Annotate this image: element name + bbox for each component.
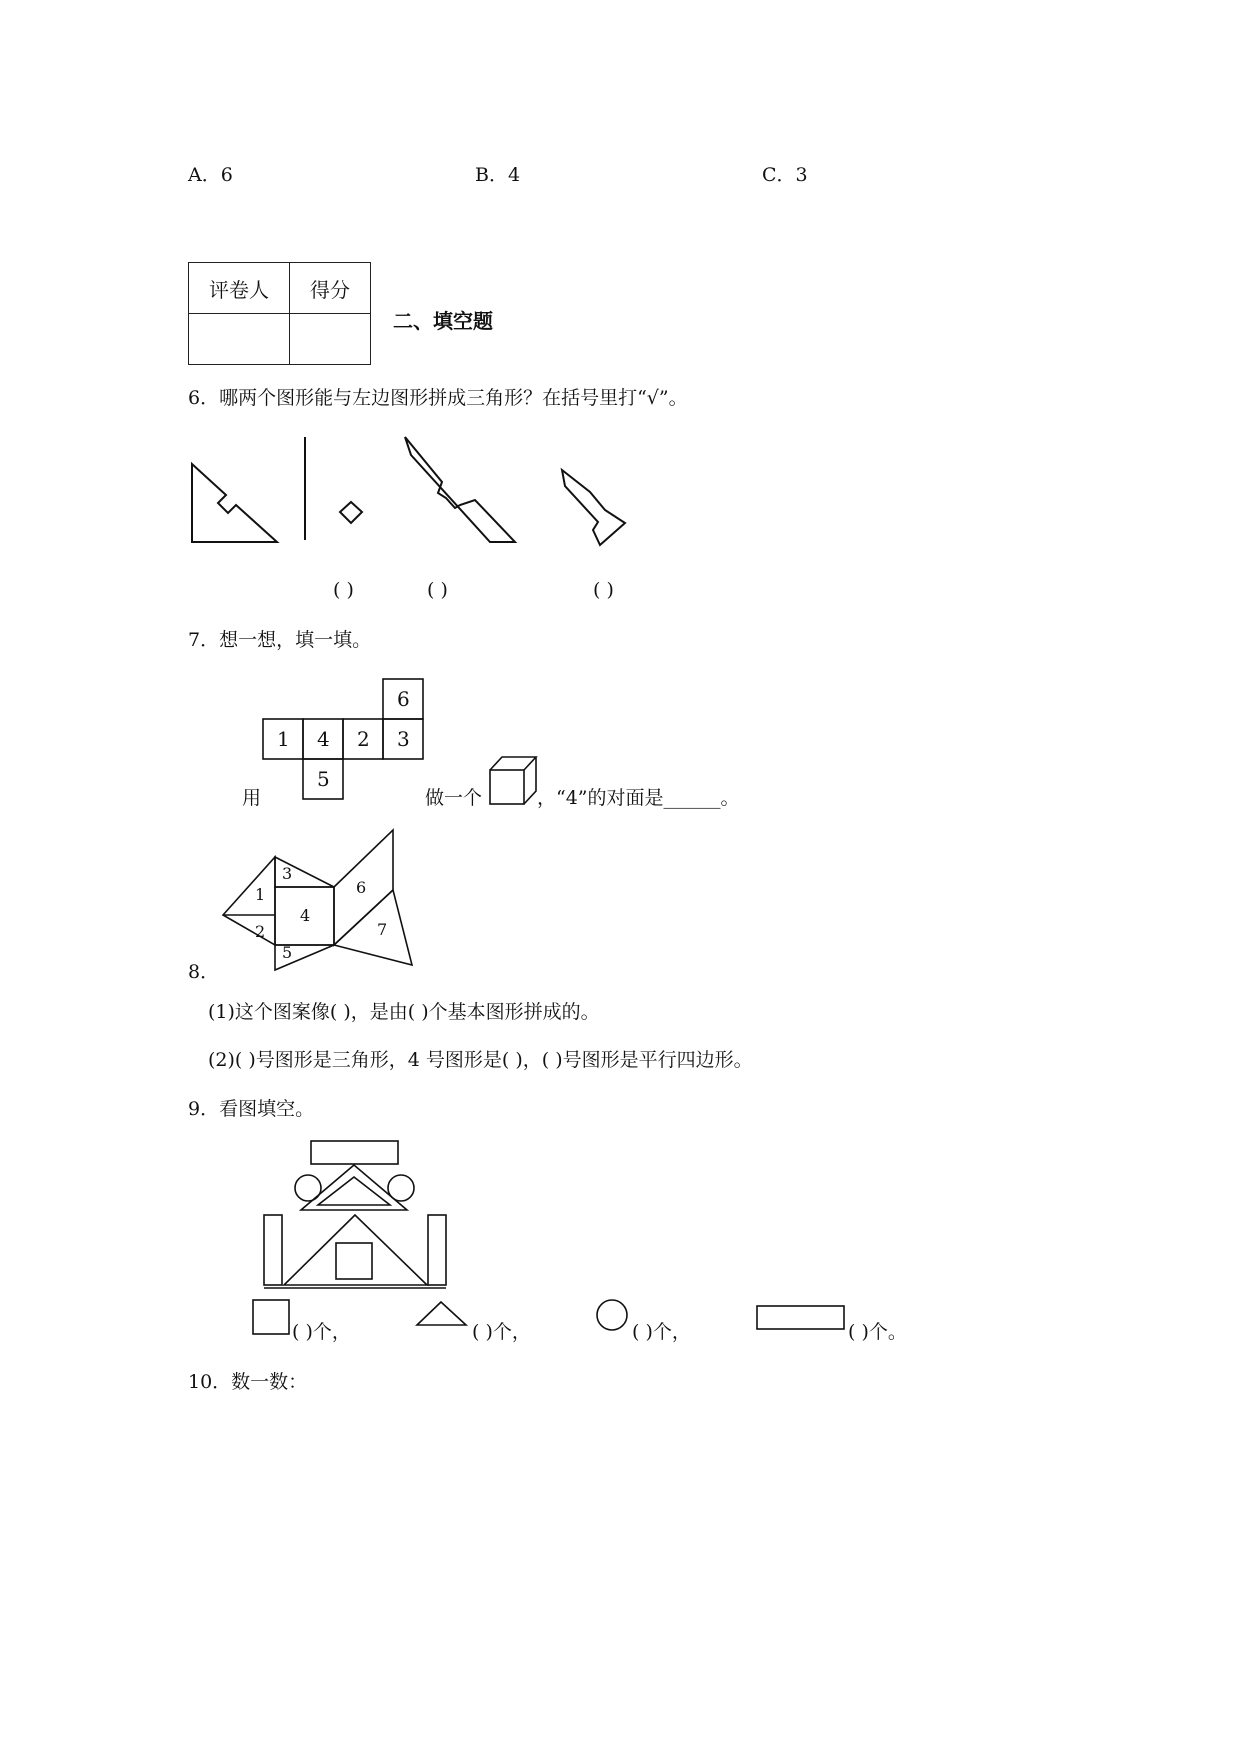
- legend-square: [253, 1300, 289, 1334]
- q6-paren-3[interactable]: ( ): [593, 579, 614, 601]
- question-9-text: 9．看图填空。: [188, 1098, 315, 1120]
- section-title: 二、填空题: [393, 309, 493, 333]
- net-number: 2: [357, 727, 370, 751]
- piece-number: 1: [255, 885, 266, 904]
- q7-use-word: 用: [242, 787, 262, 809]
- q6-paren-2[interactable]: ( ): [427, 579, 448, 601]
- option-c: C．3: [762, 164, 808, 186]
- q6-paren-1[interactable]: ( ): [333, 579, 354, 601]
- question-8-line2: (2)( )号图形是三角形，4 号图形是( )，( )号图形是平行四边形。: [208, 1049, 753, 1071]
- grader-header: 评卷人: [189, 263, 290, 314]
- net-number: 6: [397, 687, 410, 711]
- legend-rectangle: [757, 1306, 844, 1329]
- piece-number: 2: [255, 922, 266, 941]
- legend-triangle: [417, 1302, 466, 1325]
- score-header: 得分: [290, 263, 371, 314]
- q7-tail: ，“4”的对面是______。: [537, 787, 740, 809]
- net-number: 1: [277, 727, 290, 751]
- net-number: 4: [317, 727, 330, 751]
- piece-number: 5: [282, 943, 293, 962]
- legend-circle: [597, 1300, 627, 1330]
- q7-make-word: 做一个: [425, 787, 483, 809]
- piece-number: 3: [282, 864, 293, 883]
- question-6-text: 6．哪两个图形能与左边图形拼成三角形？在括号里打“√”。: [188, 387, 688, 409]
- question-8-number: 8．: [188, 961, 220, 983]
- option-a: A．6: [188, 164, 233, 186]
- net-number: 3: [397, 727, 410, 751]
- q9-blank-rectangle[interactable]: ( )个。: [848, 1321, 907, 1343]
- net-number: 5: [317, 767, 330, 791]
- piece-number: 7: [377, 920, 388, 939]
- question-8-line1: (1)这个图案像( )，是由( )个基本图形拼成的。: [208, 1001, 600, 1023]
- question-10-text: 10．数一数：: [188, 1371, 308, 1393]
- q9-blank-triangle[interactable]: ( )个，: [472, 1321, 531, 1343]
- q9-blank-circle[interactable]: ( )个，: [632, 1321, 691, 1343]
- piece-number: 4: [300, 906, 311, 925]
- q9-blank-square[interactable]: ( )个，: [292, 1321, 351, 1343]
- option-b: B．4: [475, 164, 521, 186]
- piece-number: 6: [356, 878, 367, 897]
- question-7-text: 7．想一想，填一填。: [188, 629, 372, 651]
